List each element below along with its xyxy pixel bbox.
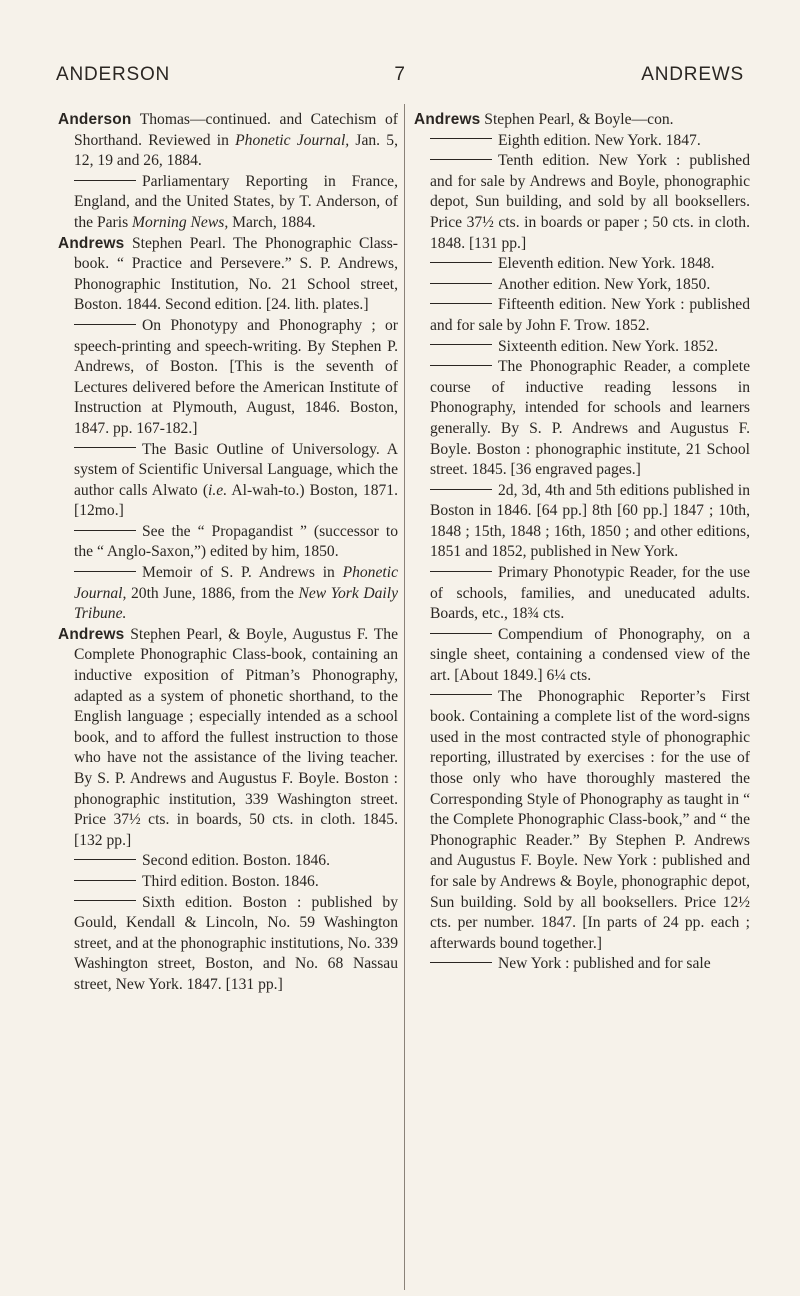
entry-anderson-thomas	[58, 110, 398, 172]
entry-italic: i.e.	[208, 481, 228, 499]
sub-entry	[414, 357, 750, 481]
entry-text: 2d, 3d, 4th and 5th editions published in Boston in 1846. [64 pp.] 8th [60 pp.] 1847 ; 10th, 1848 ; 15th, 1848 ; 16th, 1850 ; and other editions, 1851 and 1852, published in New York.	[430, 481, 750, 561]
entry-andrews-and-boyle	[58, 625, 398, 852]
ditto-dash	[430, 344, 492, 345]
entry-text: Memoir of S. P. Andrews in	[142, 564, 343, 582]
sub-entry	[414, 954, 750, 975]
sub-entry	[414, 275, 750, 296]
ditto-dash	[74, 571, 136, 572]
ditto-dash	[74, 180, 136, 181]
entry-text: The Phonographic Reporter’s First book. Containing a complete list of the word-signs used in the most contracted style of phonographic reporting, illustrated by exercises : for the use of those only who have thoroughly mastered the Corresponding Style of Phonography as taught in “ the Complete Phonographic Class-book,” and “ the Phonographic Reader.” By Stephen P. Andrews and Augustus F. Boyle. New York : published and for sale by Andrews & Boyle, phonographic depot, Sun building. Sold by all booksellers. Price 12½ cts. per number. 1847. [In parts of 24 pp. each ; afterwards bound together.]	[430, 687, 750, 952]
entry-text: On Phonotypy and Phonography ; or speech-printing and speech-writing. By Stephen P. Andrews, of Boston. [This is the seventh of Lectures delivered before the American Institute of Instruction at Plymouth, August, 1846. Boston, 1847. pp. 167-182.]	[74, 316, 398, 437]
entry-text: Compendium of Phonography, on a single sheet, containing a condensed view of the art. [About 1849.] 6¼ cts.	[430, 625, 750, 685]
ditto-dash	[430, 694, 492, 695]
entry-text: March, 1884.	[228, 213, 316, 231]
sub-entry	[414, 131, 750, 152]
entry-text: Stephen Pearl, & Boyle—con.	[480, 111, 674, 128]
sub-entry	[414, 337, 750, 358]
entry-italic: Phonetic Journal,	[235, 131, 350, 149]
entry-headword: Andrews	[58, 234, 125, 252]
entry-italic: New York Daily Tribune.	[74, 584, 398, 623]
ditto-dash	[74, 530, 136, 531]
entry-text: Third edition. Boston. 1846.	[142, 872, 319, 890]
sub-entry	[414, 151, 750, 254]
entry-text: See the “ Propagandist ” (successor to the “ Anglo-Saxon,”) edited by him, 1850.	[74, 522, 398, 561]
ditto-dash	[430, 571, 492, 572]
sub-entry	[58, 563, 398, 625]
entry-text: Eighth edition. New York. 1847.	[498, 131, 701, 149]
right-column	[414, 110, 750, 975]
sub-entry	[58, 440, 398, 522]
ditto-dash	[74, 447, 136, 448]
header-right-headword: ANDREWS	[641, 64, 744, 85]
entry-text: Primary Phonotypic Reader, for the use of schools, families, and uneducated adults. Boards, etc., 18¾ cts.	[430, 564, 750, 623]
ditto-dash	[74, 859, 136, 860]
entry-text: Jan. 5, 12, 19 and 26, 1884.	[74, 131, 398, 170]
column-divider	[404, 104, 405, 1290]
entry-text: Al-wah-to.) Boston, 1871. [12mo.]	[74, 481, 398, 520]
ditto-dash	[430, 283, 492, 284]
entry-text: Fifteenth edition. New York : published and for sale by John F. Trow. 1852.	[430, 296, 750, 334]
ditto-dash	[430, 138, 492, 139]
entry-text: Sixth edition. Boston : published by Gould, Kendall & Lincoln, No. 59 Washington street, and at the phonographic institutions, No. 339 Washington street, Boston, and No. 68 Nassau street, New York. 1847. [131 pp.]	[74, 893, 398, 993]
sub-entry	[414, 687, 750, 955]
entry-text: The Phonographic Reader, a complete course of inductive reading lessons in Phonography, intended for schools and learners generally. By S. P. Andrews and Augustus F. Boyle. Boston : phonographic institute, 21 School street. 1845. [36 engraved pages.]	[430, 358, 750, 479]
ditto-dash	[74, 880, 136, 881]
entry-text: Second edition. Boston. 1846.	[142, 852, 330, 870]
sub-entry	[58, 893, 398, 996]
entry-italic: Morning News,	[132, 213, 229, 231]
sub-entry	[58, 172, 398, 234]
entry-headword: Anderson	[58, 111, 132, 128]
ditto-dash	[430, 159, 492, 160]
entry-text: Thomas—continued. and Catechism of Shorthand. Reviewed in	[74, 111, 398, 149]
entry-text: Another edition. New York, 1850.	[498, 275, 711, 293]
entry-andrews-stephen-pearl	[58, 234, 398, 316]
ditto-dash	[430, 365, 492, 366]
entry-headword: Andrews	[414, 111, 481, 128]
entry-andrews-and-boyle-continued	[414, 110, 750, 131]
entry-text: Eleventh edition. New York. 1848.	[498, 255, 715, 273]
entry-text: Stephen Pearl, & Boyle, Augustus F. The Complete Phonographic Class-book, containing an inductive exposition of Pitman’s Phonography, adapted as a system of phonetic shorthand, to the English language ; especially intended as a school book, and to afford the fullest instruction to those who have not the assistance of the living teacher. By S. P. Andrews and Augustus F. Boyle. Boston : phonographic institution, 339 Washington street. Price 37½ cts. in boards, 50 cts. in cloth. 1845. [132 pp.]	[74, 625, 398, 849]
sub-entry	[58, 872, 398, 893]
ditto-dash	[430, 633, 492, 634]
sub-entry	[414, 295, 750, 336]
entry-text: Parliamentary Reporting in France, England, and the United States, by T. Anderson, of the Paris	[74, 172, 398, 231]
ditto-dash	[430, 303, 492, 304]
ditto-dash	[430, 262, 492, 263]
sub-entry	[414, 625, 750, 687]
ditto-dash	[74, 900, 136, 901]
entry-headword: Andrews	[58, 625, 125, 643]
sub-entry	[414, 254, 750, 275]
sub-entry	[58, 522, 398, 563]
page-number: 7	[394, 64, 406, 85]
entry-text: Tenth edition. New York : published and for sale by Andrews and Boyle, phonographic depot, Sun building, and sold by all booksellers. Price 37½ cts. in boards or paper ; 50 cts. in cloth. 1848. [131 pp.]	[430, 152, 750, 252]
ditto-dash	[430, 489, 492, 490]
entry-text: The Basic Outline of Universology. A system of Scientific Universal Language, which the author calls Alwato (	[74, 440, 398, 499]
sub-entry	[414, 481, 750, 563]
entry-text: New York : published and for sale	[498, 955, 711, 973]
sub-entry	[58, 316, 398, 440]
header-left-headword: ANDERSON	[56, 64, 171, 85]
entry-text: 20th June, 1886, from the	[126, 584, 299, 602]
entry-italic: Phonetic Journal,	[74, 564, 398, 602]
sub-entry	[414, 563, 750, 625]
entry-text: Sixteenth edition. New York. 1852.	[498, 337, 719, 355]
running-header	[56, 64, 744, 92]
ditto-dash	[74, 324, 136, 325]
sub-entry	[58, 851, 398, 872]
left-column	[58, 110, 398, 996]
ditto-dash	[430, 962, 492, 963]
entry-text: Stephen Pearl. The Phonographic Class-book. “ Practice and Persevere.” S. P. Andrews, Phonographic Institution, No. 21 School street, Boston. 1844. Second edition. [24. lith. plates.]	[74, 234, 398, 314]
